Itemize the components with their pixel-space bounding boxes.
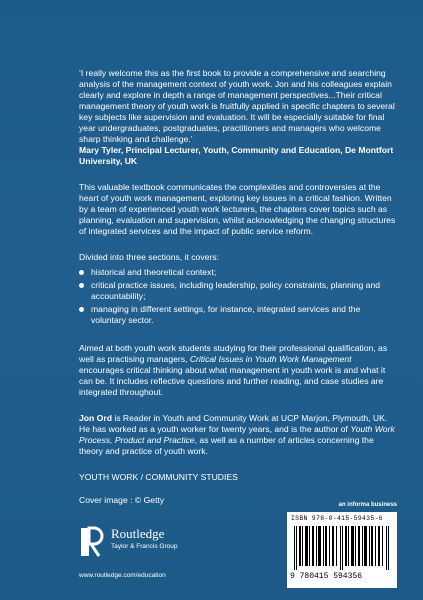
list-item: critical practice issues, including leadership, policy constraints, planning and accountability; bbox=[79, 280, 397, 302]
cover-credit: Cover image : © Getty bbox=[79, 495, 165, 505]
publisher-group: Taylor & Francis Group bbox=[111, 543, 178, 550]
routledge-logo-icon bbox=[79, 526, 105, 558]
cover-text bbox=[79, 68, 397, 506]
isbn-barcode bbox=[287, 512, 397, 588]
barcode-icon bbox=[292, 526, 392, 570]
audience-paragraph: Aimed at both youth work students studying for their professional qualification, as well as practising managers, Critical Issues in Youth Work Management encourages critical thinking about what management in youth work is and what it can be. It includes reflective questions and further reading, and case studies are integrated throughout. bbox=[79, 343, 388, 397]
author-book-title: Youth Work Process, Product and Practice bbox=[79, 424, 395, 445]
cover-footer bbox=[79, 502, 397, 588]
publisher-name: Routledge bbox=[111, 526, 165, 541]
author-name: Jon Ord bbox=[79, 413, 112, 423]
book-description: This valuable textbook communicates the complexities and controversies at the heart of youth work management, exploring key issues in a critical fashion. Written by a team of experienced youth work lecturers, the chapters cover topics such as planning, evaluation and supervision, whilst acknowledging the changing structures of integrated services and the impact of public service reform. bbox=[79, 182, 396, 236]
book-title: Critical Issues in Youth Work Management bbox=[189, 354, 352, 364]
list-item: managing in different settings, for instance, integrated services and the voluntary sector. bbox=[79, 304, 397, 326]
bullet-icon bbox=[79, 283, 84, 288]
subject-category: YOUTH WORK / COMMUNITY STUDIES bbox=[79, 472, 238, 482]
endorsement-attribution: Mary Tyler, Principal Lecturer, Youth, Community and Education, De Montfort University, UK bbox=[79, 145, 394, 166]
barcode-digits: 9 780415 594356 bbox=[290, 572, 363, 581]
section-list bbox=[79, 267, 397, 326]
bullet-icon bbox=[79, 270, 84, 275]
business-tag: an informa business bbox=[338, 502, 397, 508]
list-item: historical and theoretical context; bbox=[79, 267, 397, 278]
publisher-website: www.routledge.com/education bbox=[79, 572, 166, 579]
author-bio: Jon Ord is Reader in Youth and Community Work at UCP Marjon, Plymouth, UK. He has worked as a youth worker for twenty years, and is the author of Youth Work Process, Product and Practice, as well as a number of articles concerning the theory and practice of youth work. bbox=[79, 413, 395, 456]
publisher-logo bbox=[79, 526, 239, 566]
bullet-icon bbox=[79, 307, 84, 312]
barcode-area bbox=[287, 502, 397, 588]
sections-intro: Divided into three sections, it covers: bbox=[79, 252, 219, 262]
endorsement-quote: ‘I really welcome this as the first book to provide a comprehensive and searching analysis of the management context of youth work. Jon and his colleagues explain clearly and explore in depth a range of management perspectives...Their critical management theory of youth work is fruitfully applied in specific chapters to several key subjects like supervision and evaluation. It will be especially suitable for final year undergraduates, postgraduates, practitioners and managers who welcome sharp thinking and challenge.’ bbox=[79, 68, 395, 144]
isbn-label: ISBN 978-0-415-59435-6 bbox=[291, 515, 383, 522]
